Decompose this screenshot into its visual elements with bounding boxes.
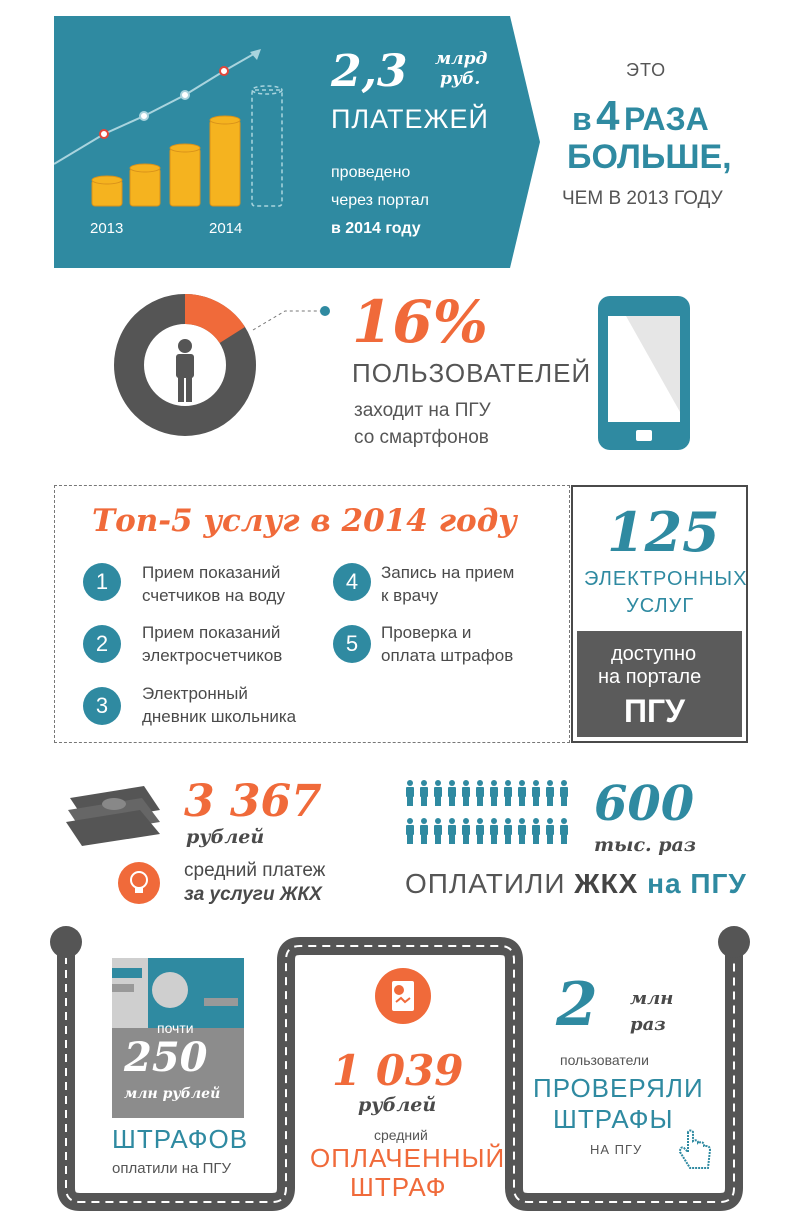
people-grid-icon xyxy=(405,780,575,850)
smartphone-icon xyxy=(596,294,692,452)
receipt-icon xyxy=(375,968,431,1024)
avg-payment-label-2: за услуги ЖКХ xyxy=(184,884,322,905)
avg-payment-unit: рублей xyxy=(186,826,265,848)
fines-amount: 250 xyxy=(124,1034,208,1081)
e-services-label-2: УСЛУГ xyxy=(626,595,695,617)
mobile-sub-1: заходит на ПГУ xyxy=(354,400,491,421)
avg-payment-amount: 3 367 xyxy=(184,776,322,827)
payments-unit-2: руб. xyxy=(440,69,481,89)
jkh-word: ЖКХ xyxy=(574,868,639,899)
jkh-paid-line xyxy=(405,868,747,900)
service-2-number: 2 xyxy=(83,625,121,663)
availability-line-2: на портале xyxy=(598,666,702,688)
growth-in: в xyxy=(572,101,592,137)
pointer-hand-icon xyxy=(676,1128,714,1172)
service-5-number: 5 xyxy=(333,625,371,663)
donut-chart xyxy=(110,290,340,450)
e-services-count: 125 xyxy=(607,500,720,564)
checks-pre: пользователи xyxy=(560,1052,649,1068)
growth-number: 4 xyxy=(596,92,620,139)
checks-title-1: ПРОВЕРЯЛИ xyxy=(533,1073,704,1103)
top5-title: Топ-5 услуг в 2014 году xyxy=(92,503,517,539)
service-1-line-1: Прием показаний xyxy=(142,563,281,582)
availability-line-1: доступно xyxy=(611,643,697,665)
fines-unit: млн рублей xyxy=(124,1086,221,1102)
fines-pre: почти xyxy=(157,1020,194,1036)
growth-line-3: БОЛЬШЕ, xyxy=(567,138,732,176)
e-services-label-1: ЭЛЕКТРОННЫХ xyxy=(584,568,748,590)
jkh-count: 600 xyxy=(594,776,695,832)
money-stack-icon xyxy=(64,784,164,848)
service-2-line-2: электросчетчиков xyxy=(142,646,283,665)
avg-payment-label-1: средний платеж xyxy=(184,860,326,881)
avg-fine-title-2: ШТРАФ xyxy=(350,1172,447,1202)
service-5-line-2: оплата штрафов xyxy=(381,646,514,665)
payments-unit-1: млрд xyxy=(435,49,488,69)
availability-line-3: ПГУ xyxy=(624,693,686,729)
service-4-line-2: к врачу xyxy=(381,586,439,605)
avg-fine-title-1: ОПЛАЧЕННЫЙ xyxy=(310,1143,506,1173)
service-1-line-2: счетчиков на воду xyxy=(142,586,285,605)
mobile-users-title: ПОЛЬЗОВАТЕЛЕЙ xyxy=(352,358,592,388)
year-2014-label: 2014 xyxy=(209,220,243,237)
service-3-line-2: дневник школьника xyxy=(142,707,297,726)
avg-fine-unit: рублей xyxy=(358,1094,437,1116)
service-1-number: 1 xyxy=(83,563,121,601)
person-icon xyxy=(176,339,194,402)
avg-fine-pre: средний xyxy=(374,1127,428,1143)
checks-unit-1: млн xyxy=(630,988,674,1009)
service-5-line-1: Проверка и xyxy=(381,623,472,642)
mobile-percent: 16% xyxy=(352,288,488,356)
checks-count: 2 xyxy=(556,970,598,1040)
growth-line-4: ЧЕМ В 2013 ГОДУ xyxy=(562,188,723,209)
donut-slice-16 xyxy=(185,309,232,335)
payments-amount: 2,3 xyxy=(331,46,408,97)
service-2-line-1: Прием показаний xyxy=(142,623,281,642)
checks-sub: НА ПГУ xyxy=(590,1142,643,1157)
service-3-line-1: Электронный xyxy=(142,684,248,703)
fines-sub: оплатили на ПГУ xyxy=(112,1160,232,1177)
growth-line-1: ЭТО xyxy=(626,60,667,80)
payments-sub-2: через портал xyxy=(331,192,429,209)
jkh-pgu-word: ПГУ xyxy=(690,868,747,899)
jkh-count-unit: тыс. раз xyxy=(594,834,696,856)
avg-fine-amount: 1 039 xyxy=(332,1046,464,1095)
checks-unit-2: раз xyxy=(630,1014,666,1035)
lightbulb-icon xyxy=(118,862,160,904)
growth-times: РАЗА xyxy=(623,101,709,137)
service-4-line-1: Запись на прием xyxy=(381,563,515,582)
payments-sub-3: в 2014 году xyxy=(331,220,421,237)
jkh-on-word: на xyxy=(647,868,682,899)
checks-title-2: ШТРАФЫ xyxy=(553,1104,674,1134)
service-3-number: 3 xyxy=(83,687,121,725)
service-4-number: 4 xyxy=(333,563,371,601)
jkh-paid-word: ОПЛАТИЛИ xyxy=(405,868,566,899)
mobile-sub-2: со смартфонов xyxy=(354,427,489,448)
growth-line-2 xyxy=(572,92,742,140)
payments-title: ПЛАТЕЖЕЙ xyxy=(331,104,489,134)
fines-title: ШТРАФОВ xyxy=(112,1124,249,1154)
payments-sub-1: проведено xyxy=(331,164,411,181)
year-2013-label: 2013 xyxy=(90,220,124,237)
